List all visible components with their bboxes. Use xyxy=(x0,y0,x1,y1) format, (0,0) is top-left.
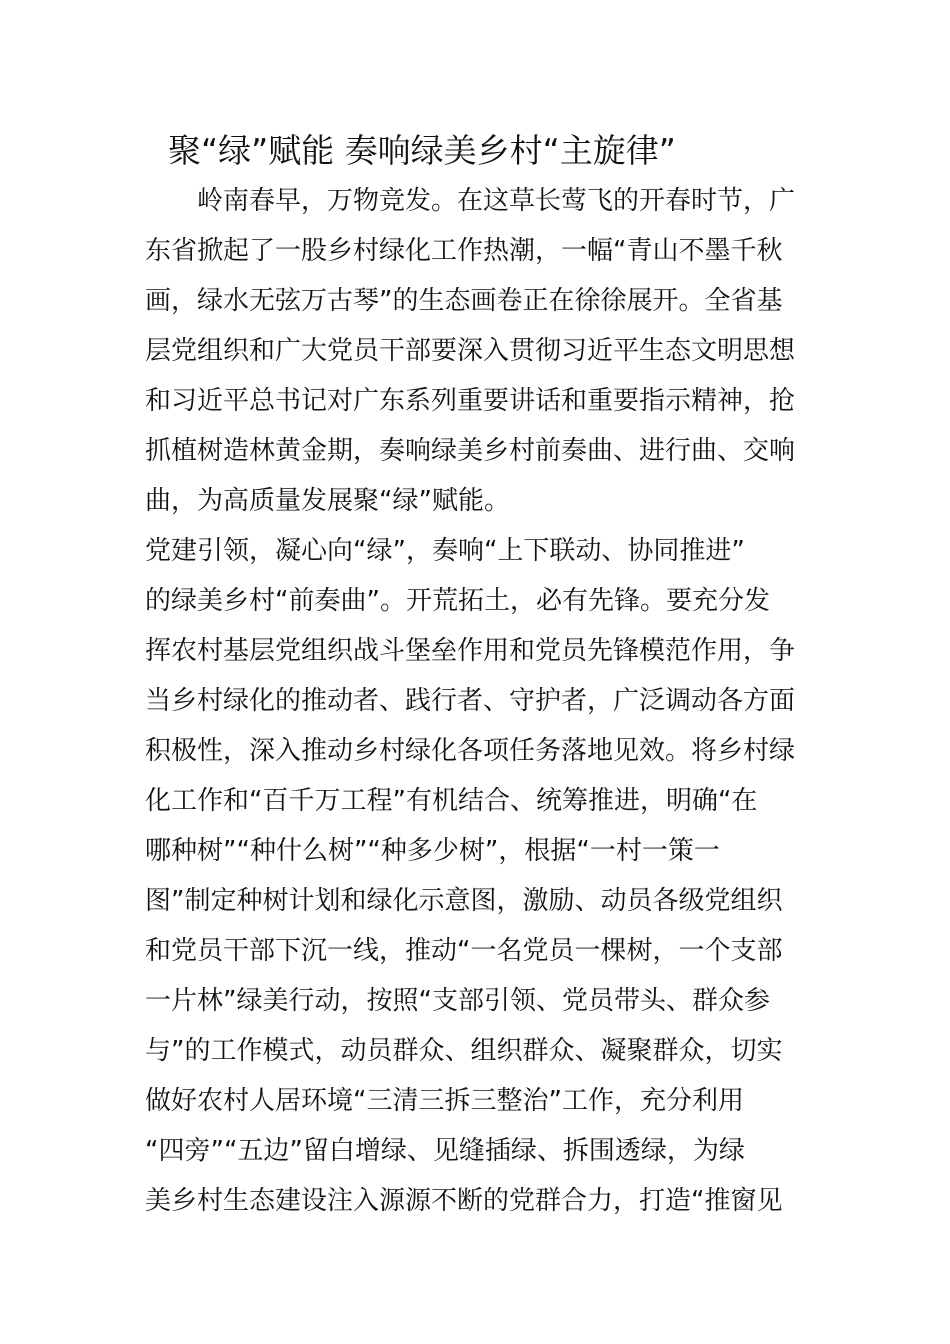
body-line: 东省掀起了一股乡村绿化工作热潮，一幅“青山不墨千秋 xyxy=(145,236,783,266)
body-line: 岭南春早，万物竞发。在这草长莺飞的开春时节，广 xyxy=(145,186,796,216)
body-line: 图”制定种树计划和绿化示意图，激励、动员各级党组织 xyxy=(145,886,783,916)
body-line: 化工作和“百千万工程”有机结合、统筹推进，明确“在 xyxy=(145,786,758,816)
body-line: 当乡村绿化的推动者、践行者、守护者，广泛调动各方面 xyxy=(145,686,796,716)
body-line: “四旁”“五边”留白增绿、见缝插绿、拆围透绿，为绿 xyxy=(145,1136,745,1166)
body-line: 层党组织和广大党员干部要深入贯彻习近平生态文明思想 xyxy=(145,336,796,366)
body-line: 一片林”绿美行动，按照“支部引领、党员带头、群众参 xyxy=(145,986,770,1016)
body-line: 做好农村人居环境“三清三拆三整治”工作，充分利用 xyxy=(145,1086,744,1116)
body-line: 画，绿水无弦万古琴”的生态画卷正在徐徐展开。全省基 xyxy=(145,286,783,316)
body-line: 美乡村生态建设注入源源不断的党群合力，打造“推窗见 xyxy=(145,1186,783,1216)
body-line: 党建引领，凝心向“绿”，奏响“上下联动、协同推进” xyxy=(145,536,745,566)
body-line: 和党员干部下沉一线，推动“一名党员一棵树，一个支部 xyxy=(145,936,783,966)
body-line: 曲，为高质量发展聚“绿”赋能。 xyxy=(145,486,510,516)
body-line: 挥农村基层党组织战斗堡垒作用和党员先锋模范作用，争 xyxy=(145,636,796,666)
body-line: 和习近平总书记对广东系列重要讲话和重要指示精神，抢 xyxy=(145,386,796,416)
body-line: 的绿美乡村“前奏曲”。开荒拓土，必有先锋。要充分发 xyxy=(145,586,770,616)
document-title: 聚“绿”赋能 奏响绿美乡村“主旋律” xyxy=(168,131,676,170)
body-line: 积极性，深入推动乡村绿化各项任务落地见效。将乡村绿 xyxy=(145,736,796,766)
body-line: 与”的工作模式，动员群众、组织群众、凝聚群众，切实 xyxy=(145,1036,783,1066)
body-line: 哪种树”“种什么树”“种多少树”，根据“一村一策一 xyxy=(145,836,720,866)
body-line: 抓植树造林黄金期，奏响绿美乡村前奏曲、进行曲、交响 xyxy=(145,436,796,466)
